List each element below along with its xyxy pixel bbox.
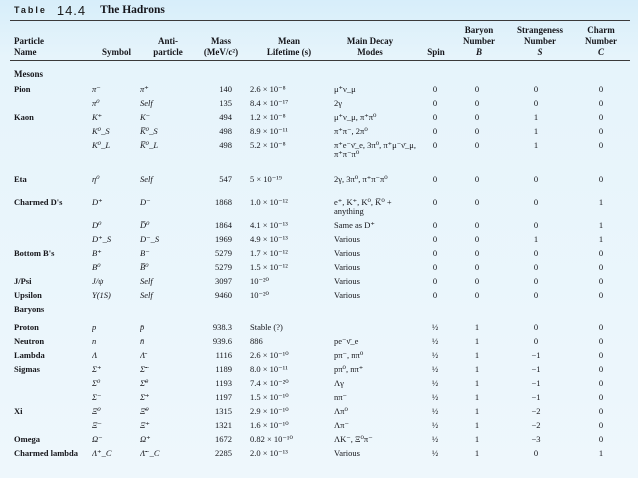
symbol-cell: Σ⁺ (92, 364, 102, 374)
strangeness-cell: 0 (533, 336, 539, 346)
header-particle-name: Particle Name (14, 36, 44, 57)
section-baryons: Baryons (14, 304, 45, 314)
baryon-number-cell: 1 (474, 378, 480, 388)
header-decay-modes: Main Decay Modes (346, 36, 394, 57)
charm-cell: 0 (598, 364, 604, 374)
particle-name-cell (10, 97, 92, 111)
charm-cell: 1 (598, 220, 604, 230)
table-name: The Hadrons (100, 4, 165, 16)
spin-cell: 0 (432, 174, 438, 184)
charm-cell: 0 (598, 140, 604, 150)
symbol-cell: Υ(1S) (92, 290, 111, 300)
symbol-cell: π⁻ (92, 84, 101, 94)
lifetime-cell: 5.2 × 10⁻⁸ (250, 140, 286, 150)
table-row (10, 233, 630, 247)
particle-name-cell: Charmed lambda (14, 448, 78, 458)
symbol-cell: Ω⁻ (92, 434, 103, 444)
strangeness-cell: 0 (533, 248, 539, 258)
charm-cell: 0 (598, 322, 604, 332)
symbol-cell: B⁺ (92, 248, 102, 258)
decay-modes-cell: Various (334, 234, 360, 244)
header-spin: Spin (427, 47, 445, 57)
mass-cell: 939.6 (212, 336, 232, 346)
strangeness-cell: 1 (533, 140, 539, 150)
symbol-cell: π⁰ (92, 98, 100, 108)
lifetime-cell: 7.4 × 10⁻²⁰ (250, 378, 289, 388)
top-rule (10, 20, 630, 21)
antiparticle-cell: K⁻ (140, 112, 151, 122)
lifetime-cell: 10⁻²⁰ (250, 290, 269, 300)
lifetime-cell: 8.9 × 10⁻¹¹ (250, 126, 288, 136)
charm-cell: 0 (598, 336, 604, 346)
strangeness-cell: −2 (531, 420, 541, 430)
mass-cell: 1315 (215, 406, 232, 416)
strangeness-cell: 0 (533, 84, 539, 94)
baryon-number-cell: 1 (474, 420, 480, 430)
strangeness-cell: 0 (533, 220, 539, 230)
lifetime-cell: 1.0 × 10⁻¹² (250, 197, 288, 207)
table-title (14, 2, 165, 18)
spin-cell: ½ (431, 420, 439, 430)
antiparticle-cell: Σ̄⁺ (140, 392, 150, 402)
table-row (10, 111, 630, 125)
symbol-cell: D⁺_S (92, 234, 112, 244)
antiparticle-cell: Λ̄ (140, 350, 146, 360)
lifetime-cell: 2.9 × 10⁻¹⁰ (250, 406, 289, 416)
strangeness-cell: −1 (531, 350, 541, 360)
antiparticle-cell: Self (140, 290, 153, 300)
table-row (10, 125, 630, 139)
baryon-number-cell: 0 (474, 234, 480, 244)
strangeness-cell: 0 (533, 448, 539, 458)
lifetime-cell: 886 (250, 336, 263, 346)
spin-cell: 0 (432, 248, 438, 258)
particle-name-cell (10, 125, 92, 139)
header-baryon-number: Baryon Number B (463, 25, 495, 57)
symbol-cell: η⁰ (92, 174, 100, 184)
particle-name-cell: Eta (14, 174, 27, 184)
spin-cell: 0 (432, 112, 438, 122)
antiparticle-cell: D̅⁰ (140, 220, 150, 230)
decay-modes-cell: pπ⁻, nπ⁰ (334, 350, 364, 360)
particle-name-cell (10, 377, 92, 391)
symbol-cell: Σ⁻ (92, 392, 102, 402)
particle-name-cell: Bottom B's (14, 248, 55, 258)
antiparticle-cell: Self (140, 174, 153, 184)
lifetime-cell: 2.0 × 10⁻¹³ (250, 448, 288, 458)
mass-cell: 135 (219, 98, 232, 108)
spin-cell: ½ (431, 322, 439, 332)
mass-cell: 1321 (215, 420, 232, 430)
symbol-cell: J/ψ (92, 276, 104, 286)
antiparticle-cell: n̄ (140, 336, 145, 346)
charm-cell: 0 (598, 420, 604, 430)
antiparticle-cell: Self (140, 276, 153, 286)
mass-cell: 498 (219, 126, 232, 136)
symbol-cell: Ξ⁻ (92, 420, 102, 430)
table-row (10, 247, 630, 261)
antiparticle-cell: Ξ⁺ (140, 420, 150, 430)
spin-cell: ½ (431, 392, 439, 402)
particle-name-cell: Neutron (14, 336, 45, 346)
particle-name-cell (10, 219, 92, 233)
spin-cell: 0 (432, 290, 438, 300)
table-row (10, 419, 630, 433)
table-row (10, 173, 630, 196)
symbol-cell: D⁺ (92, 197, 103, 207)
table-row (10, 391, 630, 405)
mass-cell: 140 (219, 84, 232, 94)
baryon-number-cell: 0 (474, 262, 480, 272)
section-baryons-row (10, 303, 630, 321)
strangeness-cell: −2 (531, 406, 541, 416)
decay-modes-cell: π⁺π⁻, 2π⁰ (334, 126, 368, 136)
mass-cell: 1969 (215, 234, 232, 244)
baryon-number-cell: 1 (474, 322, 480, 332)
antiparticle-cell: D⁻_S (140, 234, 160, 244)
charm-cell: 0 (598, 406, 604, 416)
mass-cell: 9460 (215, 290, 232, 300)
lifetime-cell: 2.6 × 10⁻¹⁰ (250, 350, 289, 360)
lifetime-cell: 5 × 10⁻¹⁹ (250, 174, 282, 184)
decay-modes-cell: π⁺e⁻ν̄_e, 3π⁰, π⁺μ⁻ν̄_μ, π⁺π⁻π⁰ (334, 140, 416, 160)
table-row (10, 83, 630, 97)
symbol-cell: K⁺ (92, 112, 103, 122)
charm-cell: 0 (598, 434, 604, 444)
antiparticle-cell: K̅⁰_S (140, 126, 158, 136)
antiparticle-cell: Ξ̄⁰ (140, 406, 149, 416)
table-row (10, 349, 630, 363)
lifetime-cell: 4.9 × 10⁻¹³ (250, 234, 288, 244)
charm-cell: 0 (598, 392, 604, 402)
decay-modes-cell (328, 321, 416, 335)
table-row (10, 289, 630, 303)
spin-cell: 0 (432, 262, 438, 272)
antiparticle-cell: B⁻ (140, 248, 150, 258)
spin-cell: 0 (432, 197, 438, 207)
decay-modes-cell: 2γ, 3π⁰, π⁺π⁻π⁰ (334, 174, 388, 184)
header-antiparticle: Anti- particle (153, 36, 183, 57)
strangeness-cell: 1 (533, 126, 539, 136)
lifetime-cell: 1.7 × 10⁻¹² (250, 248, 288, 258)
charm-cell: 0 (598, 174, 604, 184)
strangeness-cell: 1 (533, 112, 539, 122)
mass-cell: 494 (219, 112, 232, 122)
charm-cell: 0 (598, 290, 604, 300)
particle-name-cell (10, 139, 92, 173)
symbol-cell: n (92, 336, 97, 346)
lifetime-cell: 1.5 × 10⁻¹⁰ (250, 392, 289, 402)
symbol-cell: Λ (92, 350, 98, 360)
table-row (10, 97, 630, 111)
antiparticle-cell: Ω⁺ (140, 434, 151, 444)
decay-modes-cell: nπ⁻ (334, 392, 348, 402)
charm-cell: 0 (598, 126, 604, 136)
header-mass: Mass (MeV/c²) (203, 36, 239, 57)
lifetime-cell: 1.6 × 10⁻¹⁰ (250, 420, 289, 430)
decay-modes-cell: pπ⁰, nπ⁺ (334, 364, 364, 374)
spin-cell: 0 (432, 140, 438, 150)
lifetime-cell: 10⁻²⁰ (250, 276, 269, 286)
table-row (10, 275, 630, 289)
decay-modes-cell: Λπ⁰ (334, 406, 348, 416)
baryon-number-cell: 1 (474, 434, 480, 444)
symbol-cell: Λ⁺_C (92, 448, 112, 458)
particle-name-cell: Omega (14, 434, 40, 444)
charm-cell: 0 (598, 98, 604, 108)
lifetime-cell: 8.0 × 10⁻¹¹ (250, 364, 288, 374)
mass-cell: 1197 (215, 392, 232, 402)
mass-cell: 1864 (215, 220, 232, 230)
spin-cell: 0 (432, 84, 438, 94)
spin-cell: 0 (432, 98, 438, 108)
lifetime-cell: 4.1 × 10⁻¹³ (250, 220, 288, 230)
charm-cell: 0 (598, 378, 604, 388)
decay-modes-cell: Various (334, 448, 360, 458)
decay-modes-cell: μ⁺ν_μ, π⁺π⁰ (334, 112, 377, 122)
strangeness-cell: 0 (533, 322, 539, 332)
mass-cell: 2285 (215, 448, 232, 458)
spin-cell: 0 (432, 234, 438, 244)
particle-name-cell: Upsilon (14, 290, 42, 300)
spin-cell: ½ (431, 378, 439, 388)
mass-cell: 5279 (215, 248, 232, 258)
charm-cell: 0 (598, 84, 604, 94)
header-charm-number: Charm Number C (585, 25, 617, 57)
table-row (10, 447, 630, 470)
particle-name-cell: Proton (14, 322, 39, 332)
antiparticle-cell: Σ̄⁰ (140, 378, 149, 388)
decay-modes-cell: μ⁺ν_μ (334, 84, 356, 94)
lifetime-cell: 2.6 × 10⁻⁸ (250, 84, 286, 94)
hadron-table (10, 83, 630, 470)
table-row (10, 196, 630, 219)
charm-cell: 1 (598, 448, 604, 458)
baryon-number-cell: 1 (474, 448, 480, 458)
decay-modes-cell: ΛK⁻, Ξ⁰π⁻ (334, 434, 373, 444)
antiparticle-cell: p̄ (140, 322, 145, 332)
baryon-number-cell: 0 (474, 248, 480, 258)
table-row (10, 139, 630, 173)
baryon-number-cell: 0 (474, 174, 480, 184)
decay-modes-cell: Λπ⁻ (334, 420, 349, 430)
spin-cell: ½ (431, 406, 439, 416)
decay-modes-cell: pe⁻ν̄_e (334, 336, 359, 346)
strangeness-cell: −1 (531, 364, 541, 374)
baryon-number-cell: 0 (474, 126, 480, 136)
decay-modes-cell: Various (334, 248, 360, 258)
charm-cell: 0 (598, 248, 604, 258)
mass-cell: 1189 (215, 364, 232, 374)
spin-cell: 0 (432, 220, 438, 230)
baryon-number-cell: 1 (474, 406, 480, 416)
header-strangeness-number: Strangeness Number S (516, 25, 563, 57)
symbol-cell: Ξ⁰ (92, 406, 101, 416)
mass-cell: 1116 (215, 350, 232, 360)
lifetime-cell: Stable (?) (250, 322, 283, 332)
antiparticle-cell: B̅⁰ (140, 262, 149, 272)
symbol-cell: K⁰_L (92, 140, 111, 150)
particle-name-cell (10, 261, 92, 275)
antiparticle-cell: Λ̄⁻_C (140, 448, 160, 458)
baryon-number-cell: 1 (474, 350, 480, 360)
spin-cell: 0 (432, 126, 438, 136)
table-row (10, 433, 630, 447)
strangeness-cell: −3 (531, 434, 541, 444)
particle-name-cell (10, 419, 92, 433)
baryon-number-cell: 0 (474, 98, 480, 108)
baryon-number-cell: 0 (474, 290, 480, 300)
baryon-number-cell: 1 (474, 364, 480, 374)
table-row (10, 261, 630, 275)
spin-cell: ½ (431, 364, 439, 374)
particle-name-cell: Lambda (14, 350, 45, 360)
decay-modes-cell: Λγ (334, 378, 344, 388)
strangeness-cell: 0 (533, 174, 539, 184)
particle-name-cell: J/Psi (14, 276, 32, 286)
table-row (10, 377, 630, 391)
spin-cell: 0 (432, 276, 438, 286)
mass-cell: 1672 (215, 434, 232, 444)
mass-cell: 547 (219, 174, 232, 184)
particle-name-cell: Kaon (14, 112, 34, 122)
symbol-cell: p (92, 322, 97, 332)
spin-cell: ½ (431, 350, 439, 360)
mass-cell: 938.3 (212, 322, 232, 332)
table-number: 14.4 (56, 2, 87, 18)
lifetime-cell: 0.82 × 10⁻¹⁰ (250, 434, 293, 444)
symbol-cell: K⁰_S (92, 126, 110, 136)
antiparticle-cell: K̅⁰_L (140, 140, 159, 150)
strangeness-cell: −1 (531, 392, 541, 402)
particle-name-cell: Sigmas (14, 364, 40, 374)
table-row (10, 363, 630, 377)
antiparticle-cell: π⁺ (140, 84, 149, 94)
mass-cell: 498 (219, 140, 232, 150)
decay-modes-cell: Various (334, 276, 360, 286)
table-row (10, 321, 630, 335)
table-row (10, 219, 630, 233)
strangeness-cell: 0 (533, 276, 539, 286)
baryon-number-cell: 0 (474, 112, 480, 122)
spin-cell: ½ (431, 434, 439, 444)
particle-name-cell: Charmed D's (14, 197, 63, 207)
charm-cell: 0 (598, 262, 604, 272)
charm-cell: 0 (598, 350, 604, 360)
baryon-number-cell: 0 (474, 276, 480, 286)
baryon-number-cell: 1 (474, 392, 480, 402)
decay-modes-cell: Various (334, 262, 360, 272)
decay-modes-cell: Same as D⁺ (334, 220, 375, 230)
table-row (10, 405, 630, 419)
mass-cell: 1868 (215, 197, 232, 207)
spin-cell: ½ (431, 336, 439, 346)
particle-name-cell: Pion (14, 84, 31, 94)
baryon-number-cell: 0 (474, 84, 480, 94)
table-row (10, 335, 630, 349)
header-rule (10, 60, 630, 61)
header-symbol: Symbol (102, 47, 132, 57)
symbol-cell: D⁰ (92, 220, 102, 230)
lifetime-cell: 8.4 × 10⁻¹⁷ (250, 98, 289, 108)
lifetime-cell: 1.2 × 10⁻⁸ (250, 112, 286, 122)
decay-modes-cell: Various (334, 290, 360, 300)
mass-cell: 5279 (215, 262, 232, 272)
symbol-cell: B⁰ (92, 262, 101, 272)
strangeness-cell: 1 (533, 234, 539, 244)
symbol-cell: Σ⁰ (92, 378, 101, 388)
antiparticle-cell: Σ̄⁻ (140, 364, 150, 374)
header-lifetime: Mean Lifetime (s) (266, 36, 312, 57)
charm-cell: 0 (598, 276, 604, 286)
lifetime-cell: 1.5 × 10⁻¹² (250, 262, 288, 272)
charm-cell: 1 (598, 234, 604, 244)
strangeness-cell: 0 (533, 262, 539, 272)
section-mesons: Mesons (14, 69, 43, 79)
particle-name-cell (10, 391, 92, 405)
table-label: Table (14, 5, 47, 15)
baryon-number-cell: 0 (474, 197, 480, 207)
antiparticle-cell: Self (140, 98, 153, 108)
decay-modes-cell: e⁺, K⁺, K⁰, K̅⁰ + anything (334, 197, 392, 217)
strangeness-cell: 0 (533, 290, 539, 300)
strangeness-cell: 0 (533, 98, 539, 108)
mass-cell: 1193 (215, 378, 232, 388)
antiparticle-cell: D⁻ (140, 197, 151, 207)
baryon-number-cell: 0 (474, 220, 480, 230)
mass-cell: 3097 (215, 276, 232, 286)
baryon-number-cell: 0 (474, 140, 480, 150)
strangeness-cell: 0 (533, 197, 539, 207)
decay-modes-cell: 2γ (334, 98, 343, 108)
spin-cell: ½ (431, 448, 439, 458)
baryon-number-cell: 1 (474, 336, 480, 346)
particle-name-cell: Xi (14, 406, 23, 416)
strangeness-cell: −1 (531, 378, 541, 388)
charm-cell: 0 (598, 112, 604, 122)
charm-cell: 1 (598, 197, 604, 207)
particle-name-cell (10, 233, 92, 247)
